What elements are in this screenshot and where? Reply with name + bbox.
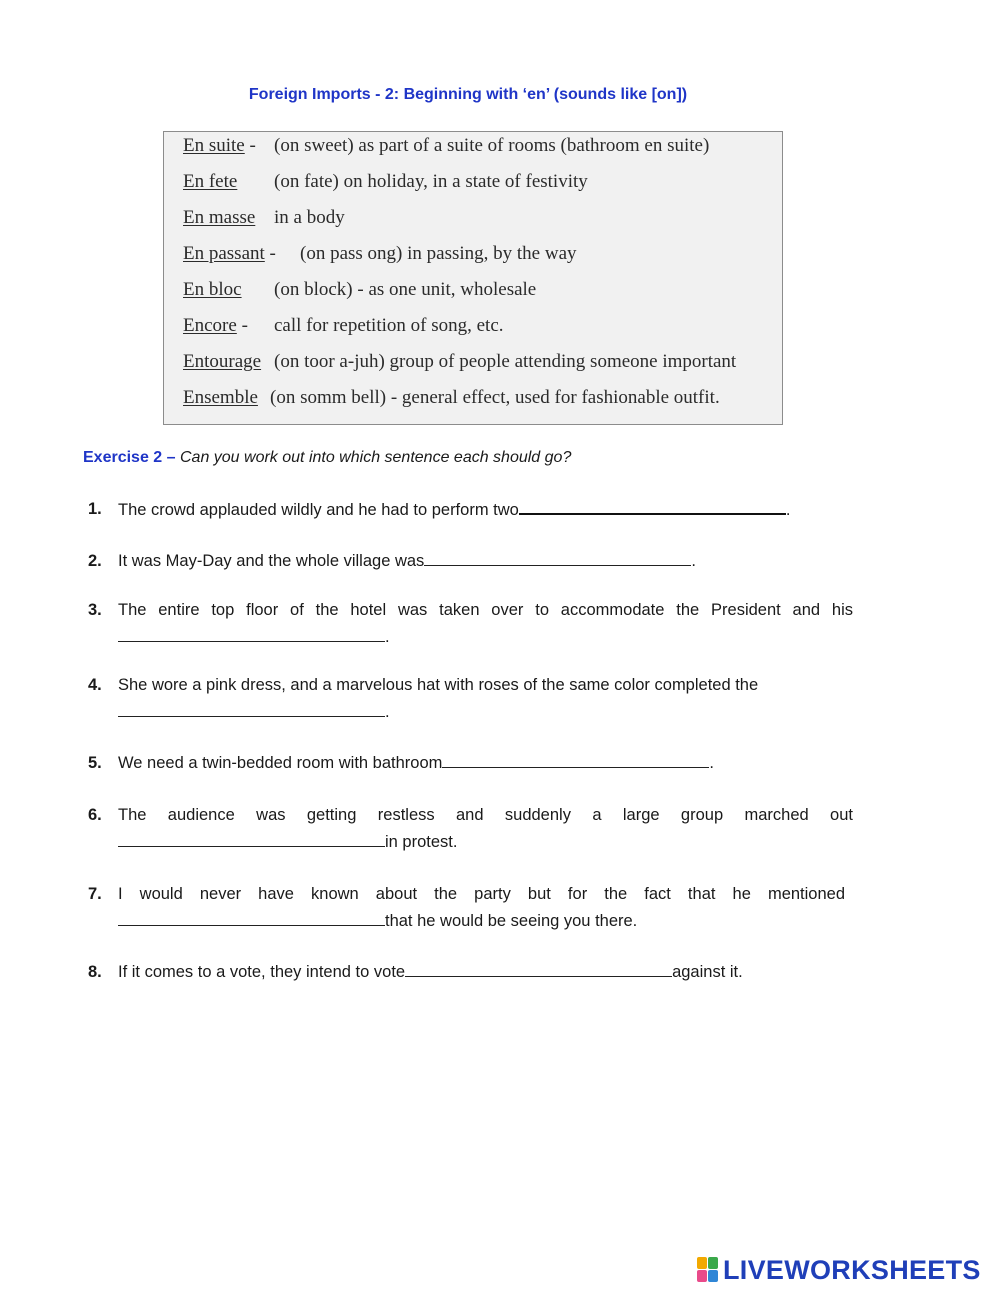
vocab-row	[183, 351, 737, 373]
question-number: 1.	[88, 500, 102, 518]
vocab-term: Entourage	[183, 351, 262, 372]
liveworksheets-logo-icon	[697, 1257, 719, 1283]
question-3: 3. The entire top floor of the hotel was taken over to accommodate the President and his .	[88, 597, 853, 651]
worksheet-title: Foreign Imports - 2: Beginning with ‘en’ (sounds like [on])	[248, 86, 688, 103]
question-number: 8.	[88, 963, 102, 981]
vocab-term: En suite	[183, 135, 245, 156]
vocab-row	[183, 279, 537, 301]
vocab-definition: (on sweet) as part of a suite of rooms (bathroom en suite)	[274, 135, 710, 156]
answer-blank-4[interactable]	[118, 699, 385, 717]
vocab-definition: (on fate) on holiday, in a state of festivity	[274, 171, 588, 192]
question-1: 1. The crowd applauded wildly and he had to perform two .	[88, 496, 853, 524]
answer-blank-5[interactable]	[442, 750, 709, 768]
liveworksheets-logo	[697, 1254, 981, 1286]
question-number: 4.	[88, 676, 102, 694]
vocab-term: En fete	[183, 171, 238, 192]
question-number: 3.	[88, 601, 102, 619]
vocab-row: Encore - call for repetition of song, etc.	[183, 315, 504, 336]
question-number: 5.	[88, 754, 102, 772]
vocab-definition: (on block) - as one unit, wholesale	[274, 279, 537, 300]
vocab-definition: in a body	[274, 207, 345, 228]
question-number: 6.	[88, 806, 102, 824]
question-text: We need a twin-bedded room with bathroom	[118, 754, 443, 772]
question-4: 4. She wore a pink dress, and a marvelous hat with roses of the same color completed the .	[88, 672, 853, 726]
answer-blank-7[interactable]	[118, 908, 385, 926]
vocab-term: En masse	[183, 207, 256, 228]
vocabulary-box	[163, 131, 783, 425]
vocab-definition: (on somm bell) - general effect, used for fashionable outfit.	[270, 387, 720, 408]
exercise-label: Exercise 2 –	[83, 449, 176, 466]
vocab-row: En passant - (on pass ong) in passing, by the way	[183, 243, 577, 264]
answer-blank-3[interactable]	[118, 624, 385, 642]
vocab-row	[183, 387, 720, 409]
question-number: 2.	[88, 552, 102, 570]
answer-blank-6[interactable]	[118, 829, 385, 847]
answer-blank-8[interactable]	[405, 959, 672, 977]
vocab-row	[183, 207, 345, 229]
brand-name: LIVEWORKSHEETS	[723, 1254, 981, 1285]
vocab-definition: call for repetition of song, etc.	[274, 315, 504, 336]
vocab-row: En suite - (on sweet) as part of a suite of rooms (bathroom en suite)	[183, 135, 710, 156]
question-text: If it comes to a vote, they intend to vote	[118, 963, 406, 981]
question-text: The entire top floor of the hotel was taken over to accommodate the President and his	[118, 601, 853, 619]
question-2: 2. It was May-Day and the whole village was .	[88, 548, 853, 575]
question-text: It was May-Day and the whole village was	[118, 552, 425, 570]
question-8: 8. If it comes to a vote, they intend to vote against it.	[88, 959, 853, 986]
vocab-term: Ensemble	[183, 387, 258, 408]
answer-blank-1[interactable]	[519, 496, 786, 515]
question-6: 6. The audience was getting restless and suddenly a large group marched out in protest.	[88, 802, 853, 856]
question-text: The audience was getting restless and suddenly a large group marched out	[118, 806, 853, 824]
vocab-term: En passant	[183, 243, 265, 264]
vocab-term: Encore	[183, 315, 237, 336]
question-text: I would never have known about the party but for the fact that he mentioned	[118, 885, 845, 903]
question-text: She wore a pink dress, and a marvelous hat with roses of the same color completed the	[118, 676, 759, 694]
question-5: 5. We need a twin-bedded room with bathroom .	[88, 750, 853, 777]
vocab-term: En bloc	[183, 279, 242, 300]
question-text: The crowd applauded wildly and he had to perform two	[118, 501, 519, 519]
vocab-definition: (on toor a-juh) group of people attending someone important	[274, 351, 737, 372]
question-number: 7.	[88, 885, 102, 903]
vocab-row	[183, 171, 588, 193]
question-7: 7. I would never have known about the party but for the fact that he mentioned that he would be seeing you there.	[88, 881, 853, 935]
exercise-instruction: Can you work out into which sentence each should go?	[179, 449, 572, 466]
vocab-definition: (on pass ong) in passing, by the way	[300, 243, 577, 264]
answer-blank-2[interactable]	[424, 548, 691, 566]
exercise-heading	[83, 449, 571, 467]
